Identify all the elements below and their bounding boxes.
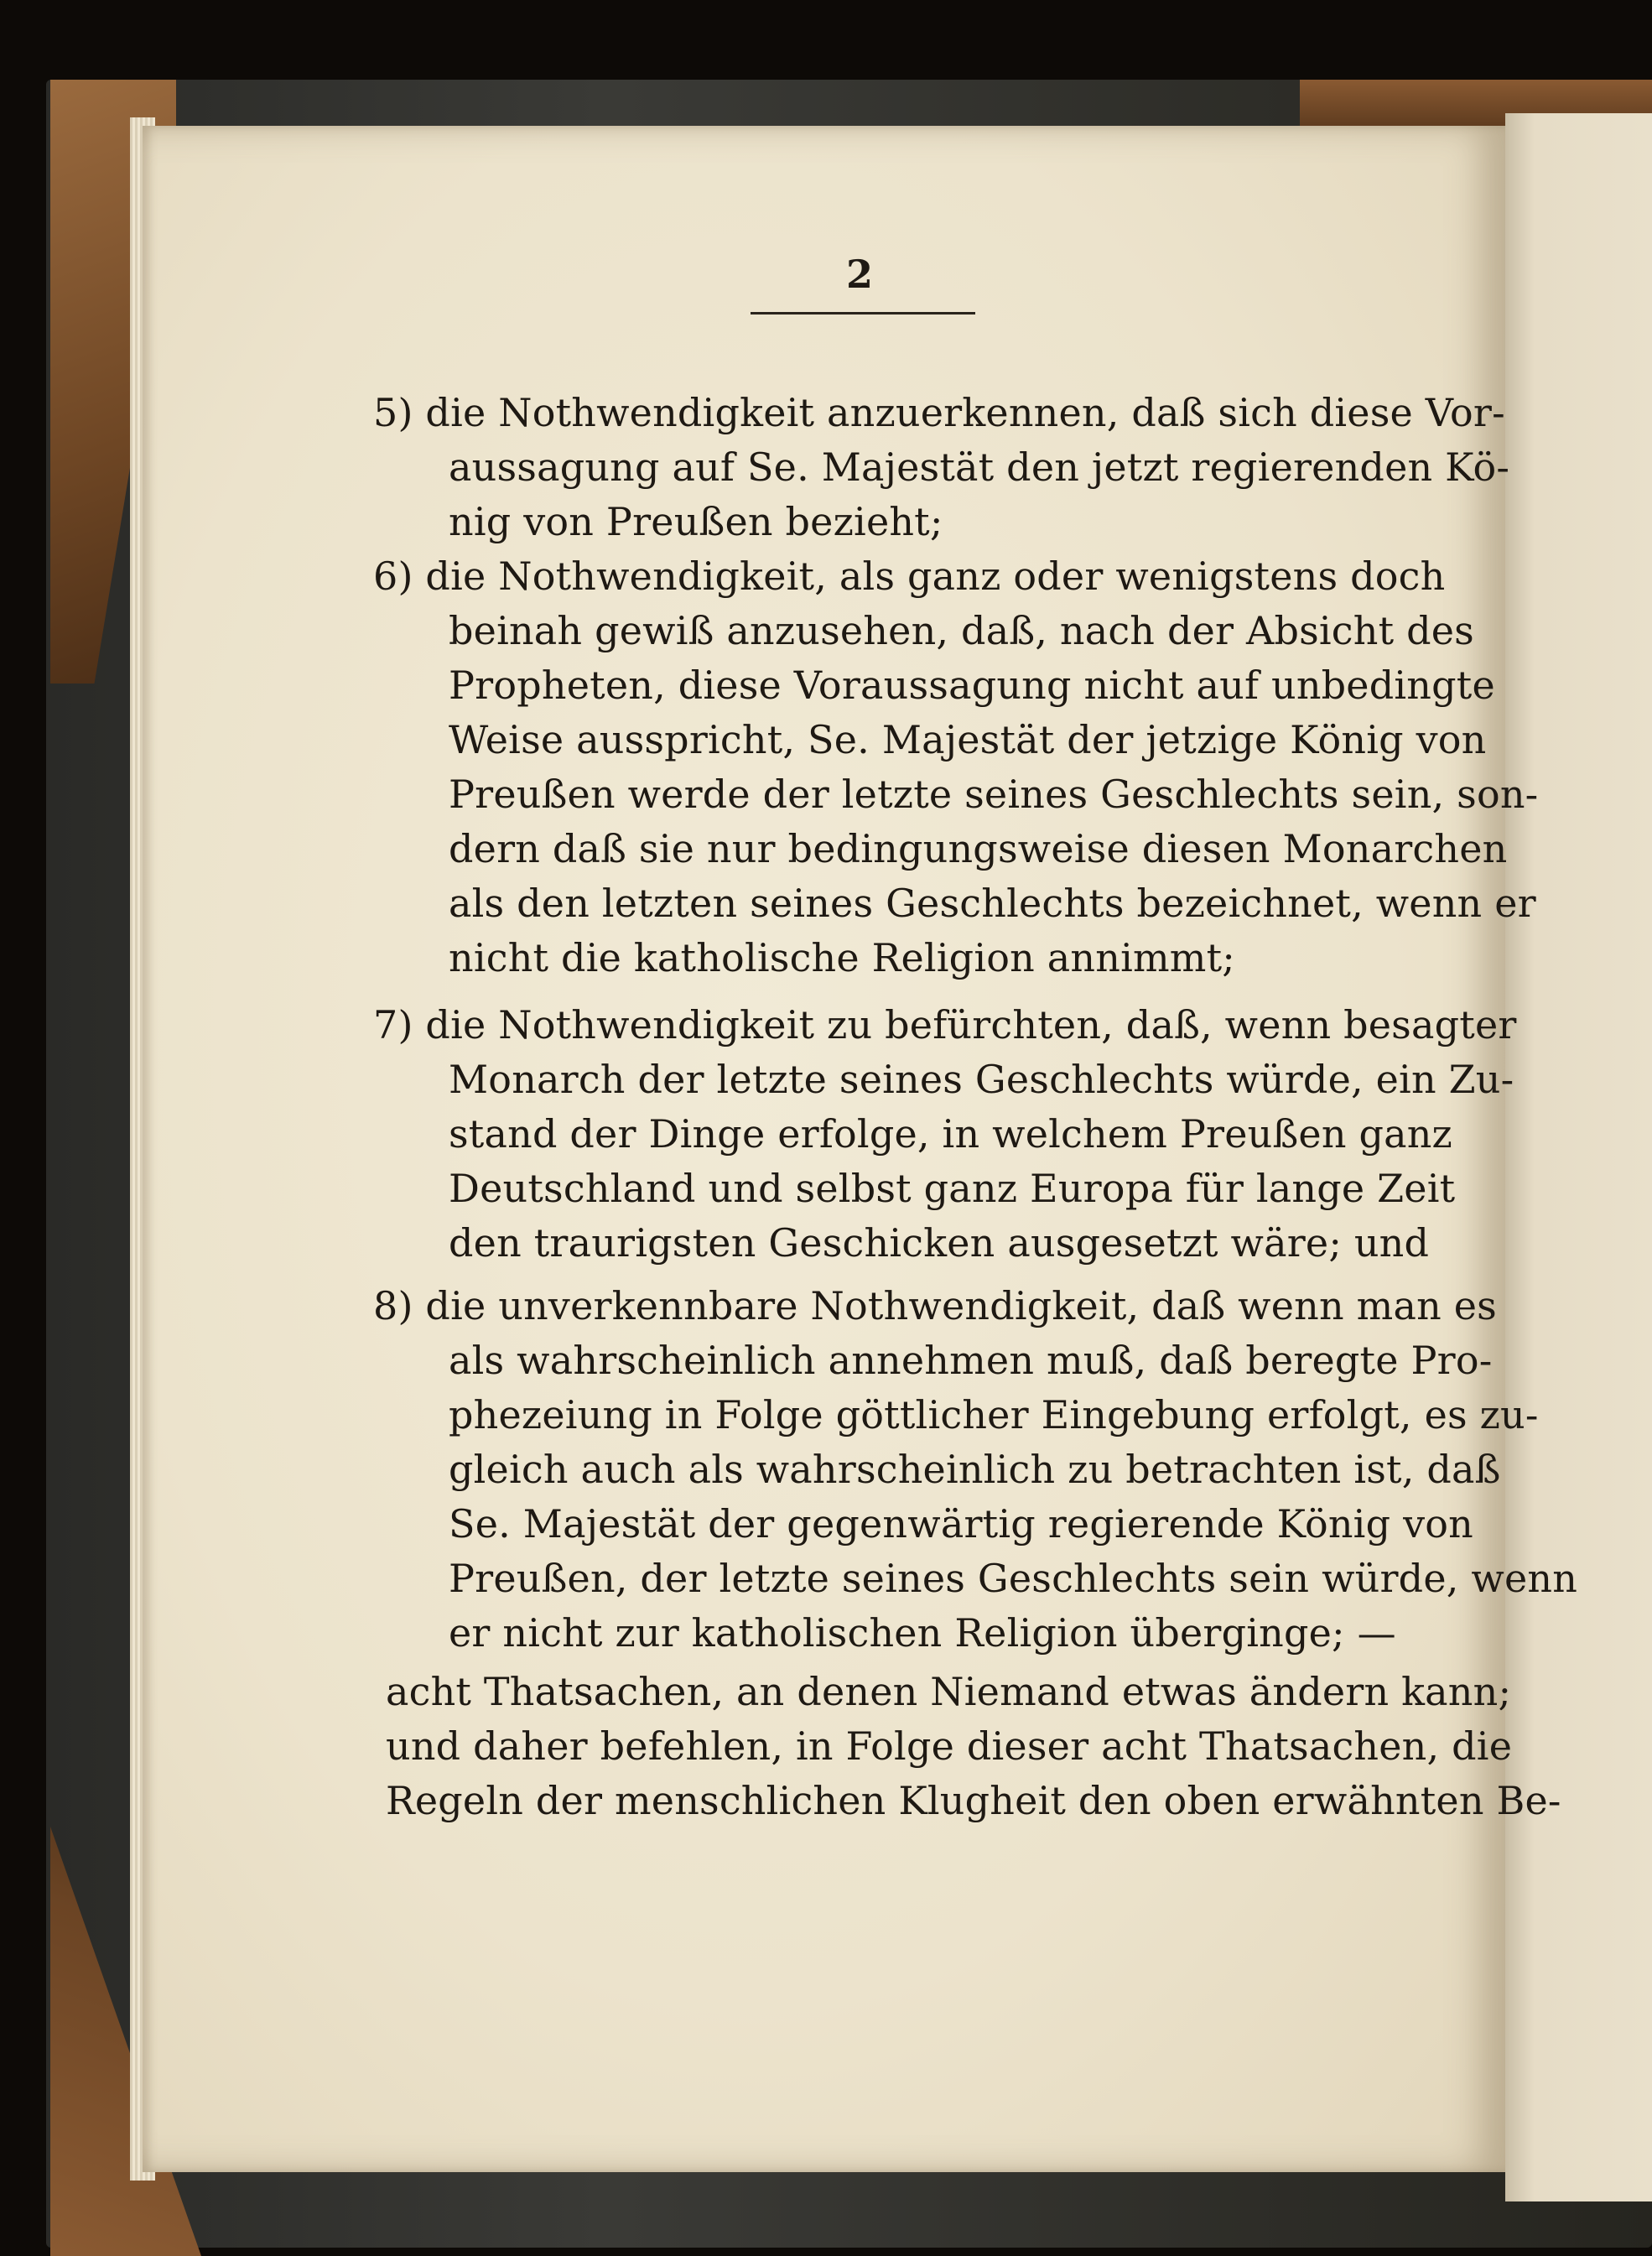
page-number: 2 bbox=[845, 252, 873, 297]
text-line: als wahrscheinlich annehmen muß, daß beregte Pro- bbox=[449, 1338, 1493, 1383]
text-line: aussagung auf Se. Majestät den jetzt regierenden Kö- bbox=[449, 444, 1510, 490]
text-line: als den letzten seines Geschlechts bezeichnet, wenn er bbox=[449, 881, 1536, 926]
facing-page-edge bbox=[1505, 113, 1652, 2201]
text-line: 7) die Nothwendigkeit zu befürchten, daß, wenn besagter bbox=[373, 1002, 1517, 1047]
text-line: den traurigsten Geschicken ausgesetzt wäre; und bbox=[449, 1220, 1430, 1266]
text-line: und daher befehlen, in Folge dieser acht Thatsachen, die bbox=[386, 1723, 1513, 1769]
text-line: phezeiung in Folge göttlicher Eingebung erfolgt, es zu- bbox=[449, 1392, 1539, 1437]
text-line: 5) die Nothwendigkeit anzuerkennen, daß sich diese Vor- bbox=[373, 390, 1505, 435]
text-line: Propheten, diese Voraussagung nicht auf unbedingte bbox=[449, 663, 1495, 708]
text-line: stand der Dinge erfolge, in welchem Preußen ganz bbox=[449, 1111, 1452, 1157]
text-line: nicht die katholische Religion annimmt; bbox=[449, 935, 1235, 980]
header-rule bbox=[751, 312, 975, 314]
text-line: 8) die unverkennbare Nothwendigkeit, daß wenn man es bbox=[373, 1283, 1497, 1328]
text-line: Preußen, der letzte seines Geschlechts sein würde, wenn bbox=[449, 1556, 1578, 1601]
text-line: Regeln der menschlichen Klugheit den oben erwähnten Be- bbox=[386, 1778, 1561, 1823]
text-line: gleich auch als wahrscheinlich zu betrachten ist, daß bbox=[449, 1447, 1501, 1492]
text-line: Monarch der letzte seines Geschlechts würde, ein Zu- bbox=[449, 1057, 1514, 1102]
text-line: dern daß sie nur bedingungsweise diesen Monarchen bbox=[449, 826, 1508, 871]
text-line: Weise ausspricht, Se. Majestät der jetzige König von bbox=[449, 717, 1487, 762]
text-line: Se. Majestät der gegenwärtig regierende König von bbox=[449, 1501, 1473, 1546]
text-line: beinah gewiß anzusehen, daß, nach der Absicht des bbox=[449, 608, 1474, 653]
text-line: nig von Preußen bezieht; bbox=[449, 499, 943, 544]
text-line: acht Thatsachen, an denen Niemand etwas ändern kann; bbox=[386, 1669, 1512, 1714]
text-line: Deutschland und selbst ganz Europa für lange Zeit bbox=[449, 1166, 1456, 1211]
text-line: er nicht zur katholischen Religion überginge; — bbox=[449, 1610, 1396, 1656]
text-line: Preußen werde der letzte seines Geschlechts sein, son- bbox=[449, 772, 1539, 817]
text-line: 6) die Nothwendigkeit, als ganz oder wenigstens doch bbox=[373, 554, 1446, 599]
